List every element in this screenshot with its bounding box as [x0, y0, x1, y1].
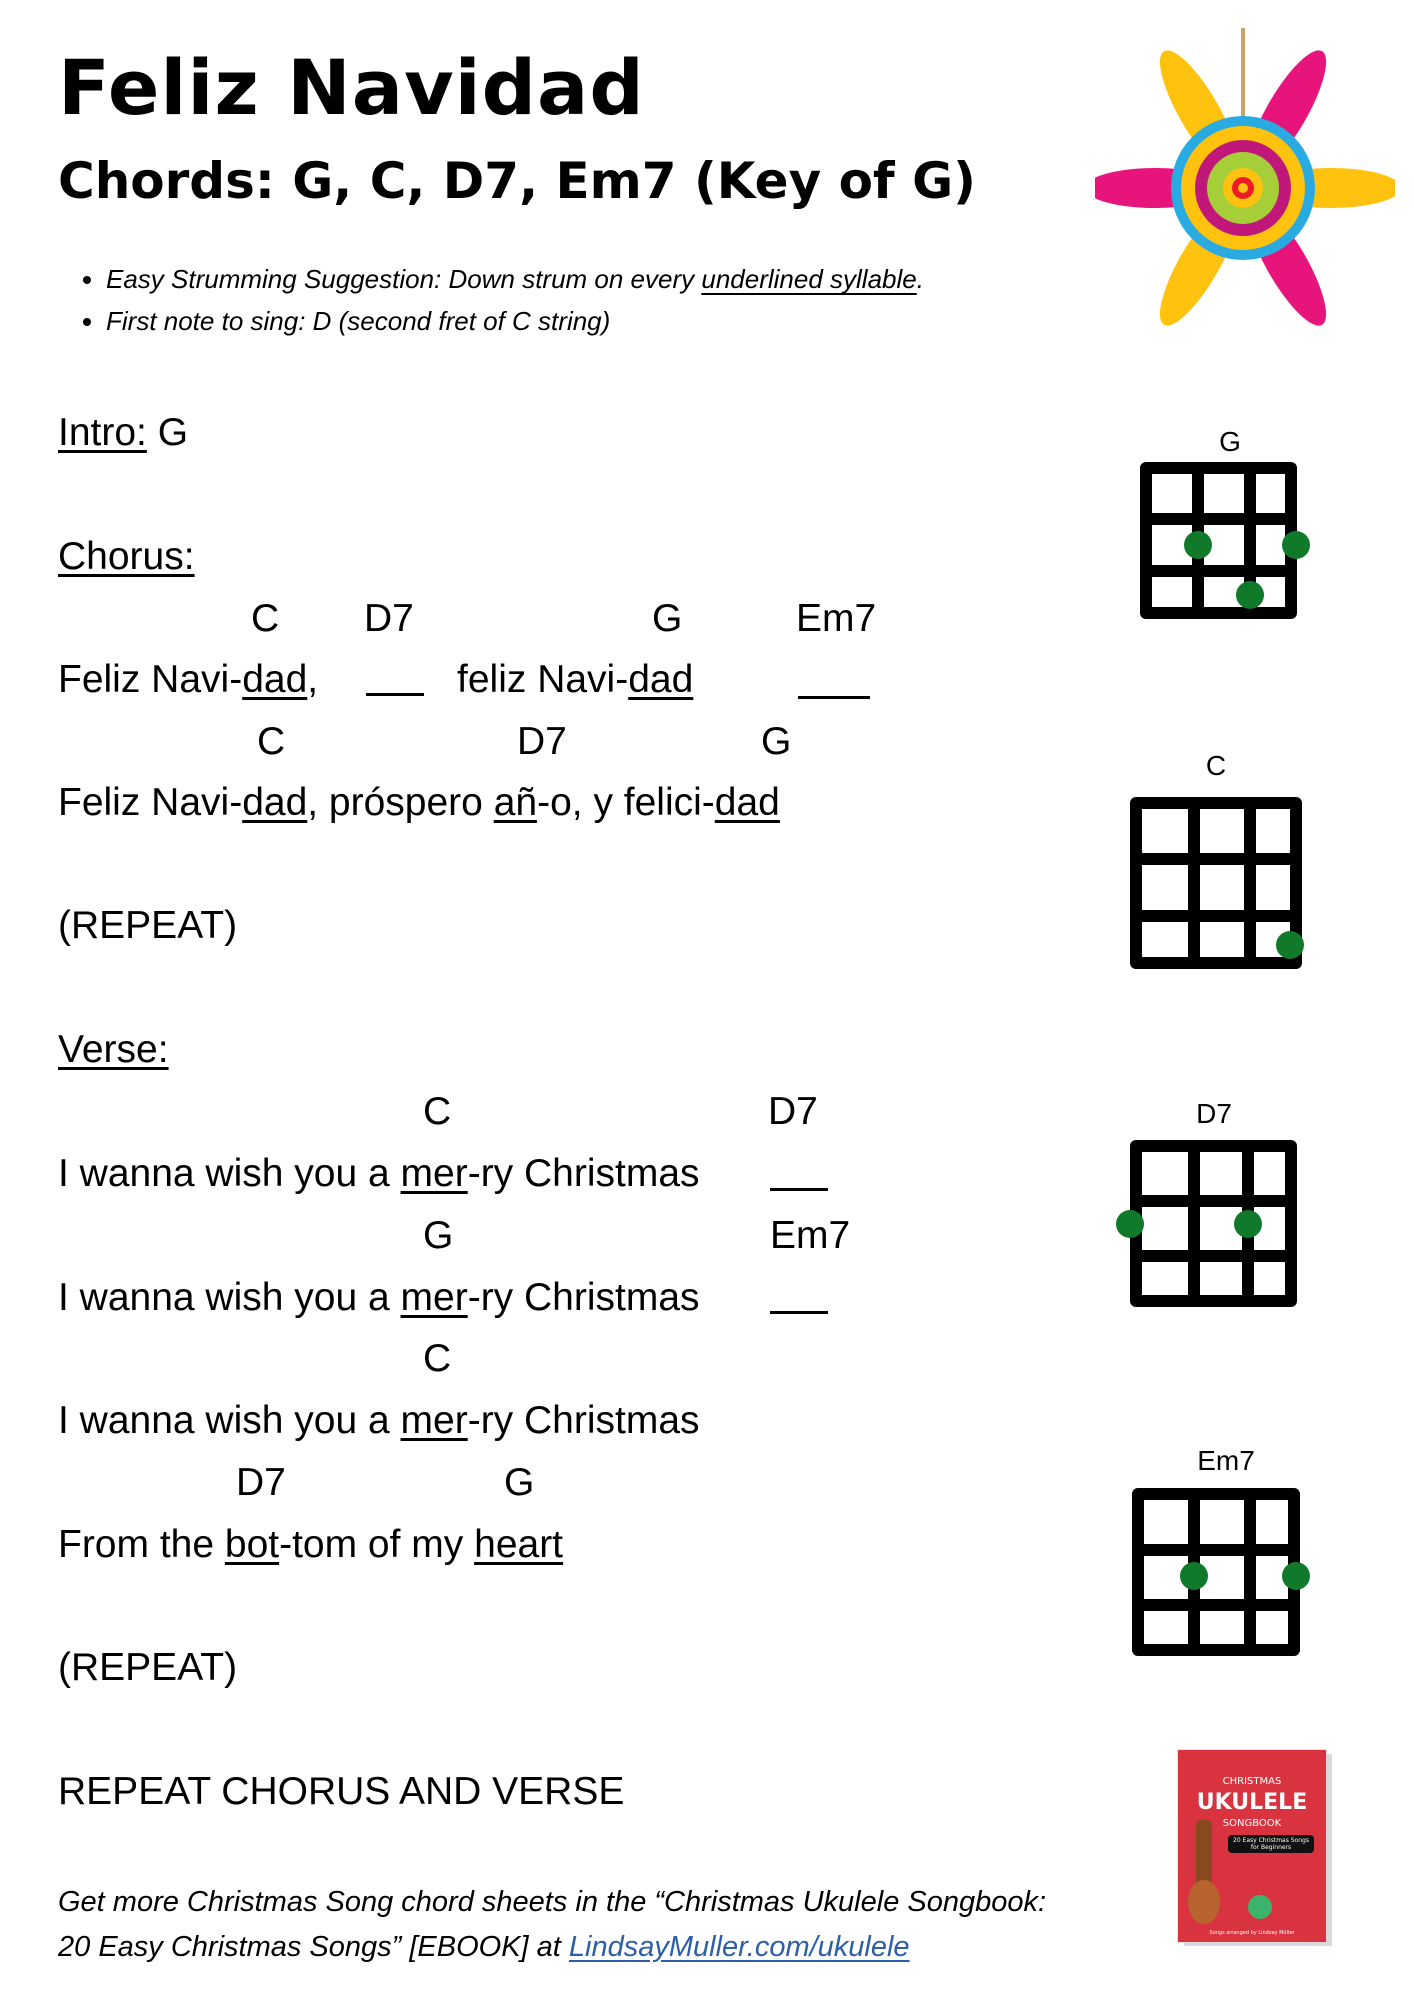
footer-line-2: 20 Easy Christmas Songs” [EBOOK] at LindsayMuller.com/ukulele — [58, 1931, 910, 1963]
chord-marker: D7 — [768, 1090, 818, 1133]
intro-chord: G — [146, 411, 189, 454]
finger-dot — [1184, 531, 1212, 559]
lyric-line: Feliz Navi-dad, próspero añ-o, y felici-dad — [58, 781, 780, 824]
finger-dot — [1180, 1562, 1208, 1590]
pause-blank — [770, 1310, 828, 1314]
finger-dot — [1234, 1210, 1262, 1238]
chord-marker: Em7 — [796, 597, 877, 640]
chord-marker: G — [652, 597, 683, 640]
finger-dot — [1236, 581, 1264, 609]
chord-marker: D7 — [236, 1461, 286, 1504]
chorus-label: Chorus: — [58, 535, 195, 578]
diagram-label-c: C — [1205, 750, 1227, 781]
footer-line-1: Get more Christmas Song chord sheets in the “Christmas Ukulele Songbook: — [58, 1886, 1047, 1918]
chord-marker: C — [251, 597, 280, 640]
notes-list — [72, 258, 924, 342]
lyric-line: From the bot-tom of my heart — [58, 1523, 564, 1566]
pinata-illustration — [1095, 28, 1395, 328]
chord-diagram-d7 — [1130, 1140, 1297, 1307]
note-strumming: • Easy Strumming Suggestion: Down strum on every underlined syllable. — [106, 258, 924, 300]
finger-dot — [1276, 931, 1304, 959]
finger-dot — [1282, 1562, 1310, 1590]
chord-diagram-em7 — [1132, 1488, 1300, 1656]
chord-diagram-g — [1140, 462, 1297, 619]
chord-marker: C — [423, 1337, 452, 1380]
chord-marker: G — [761, 720, 792, 763]
lyric-line: Feliz Navi-dad, — [58, 658, 319, 701]
lyric-line: I wanna wish you a mer-ry Christmas — [58, 1276, 700, 1319]
repeat-instruction: (REPEAT) — [58, 904, 238, 947]
chord-marker: G — [504, 1461, 535, 1504]
verse-label: Verse: — [58, 1028, 169, 1071]
intro-line — [58, 413, 188, 452]
lyric-line: feliz Navi-dad — [457, 658, 694, 701]
chord-diagram-c — [1130, 797, 1302, 969]
diagram-label-g: G — [1219, 426, 1241, 457]
song-title: Feliz Navidad — [58, 43, 645, 132]
lyric-line: I wanna wish you a mer-ry Christmas — [58, 1399, 700, 1442]
chord-marker: G — [423, 1214, 454, 1257]
chord-marker: D7 — [517, 720, 567, 763]
pause-blank — [798, 695, 870, 699]
chord-marker: C — [423, 1090, 452, 1133]
chord-marker: D7 — [364, 597, 414, 640]
lyric-line: I wanna wish you a mer-ry Christmas — [58, 1152, 700, 1195]
chord-marker: C — [257, 720, 286, 763]
pause-blank — [770, 1187, 828, 1191]
intro-label: Intro: — [58, 411, 147, 454]
pause-blank — [366, 692, 424, 696]
chords-subtitle: Chords: G, C, D7, Em7 (Key of G) — [58, 152, 976, 210]
note-first-note: • First note to sing: D (second fret of C string) — [106, 300, 924, 342]
ukulele-body — [1188, 1880, 1220, 1924]
finger-dot — [1116, 1210, 1144, 1238]
finger-dot — [1282, 531, 1310, 559]
songbook-cover[interactable]: CHRISTMAS UKULELE SONGBOOK 20 Easy Christmas Songs for Beginners Songs arranged by Lindsay Müller — [1178, 1750, 1326, 1942]
chord-marker: Em7 — [770, 1214, 851, 1257]
badge-icon — [1248, 1895, 1272, 1919]
songbook-link[interactable]: LindsayMuller.com/ukulele — [568, 1931, 910, 1963]
diagram-label-d7: D7 — [1196, 1098, 1232, 1129]
repeat-instruction: (REPEAT) — [58, 1646, 238, 1689]
outro-instruction: REPEAT CHORUS AND VERSE — [58, 1770, 625, 1813]
diagram-label-em7: Em7 — [1197, 1445, 1255, 1476]
